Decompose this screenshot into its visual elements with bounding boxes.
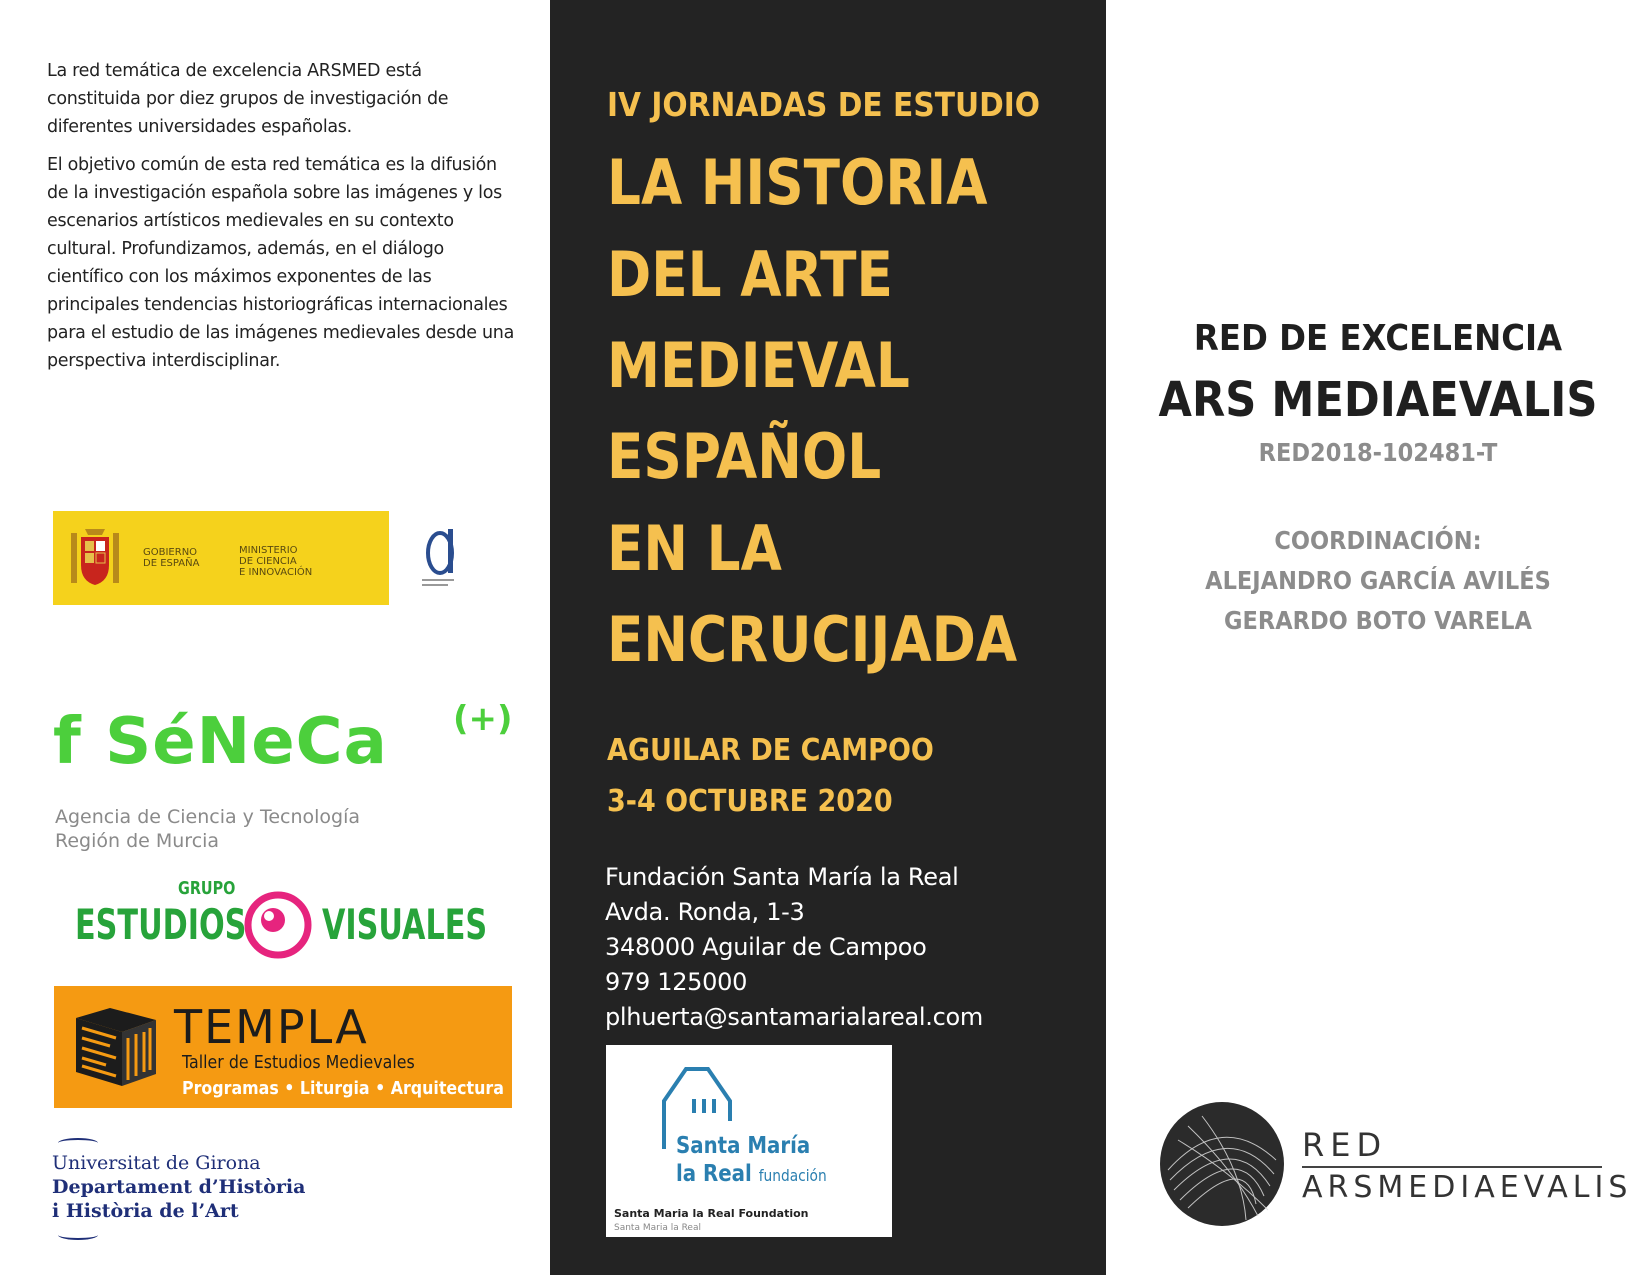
event-date: 3-4 OCTUBRE 2020	[607, 784, 893, 819]
venue-address	[605, 860, 983, 1035]
address-line-2: Avda. Ronda, 1-3	[605, 898, 805, 926]
event-title-line-3: MEDIEVAL	[607, 329, 910, 402]
templa-name: TEMPLA	[174, 1000, 369, 1054]
intro-paragraph-1: La red temática de excelencia ARSMED está constituida por diez grupos de investigación de diferentes universidades españolas.	[47, 61, 449, 137]
seneca-plus: (+)	[453, 699, 513, 739]
ars-mediaevalis-logo-icon	[1158, 1100, 1286, 1228]
right-panel	[1106, 0, 1650, 1275]
event-title-line-4: ESPAÑOL	[607, 420, 882, 493]
udg-logo	[52, 1134, 382, 1244]
ars-logo-red: RED	[1302, 1126, 1388, 1164]
event-title-line-1: LA HISTORIA	[607, 146, 988, 219]
seneca-logo	[53, 699, 513, 855]
address-line-1: Fundación Santa María la Real	[605, 863, 959, 891]
gev-estudios-text: ESTUDIOS	[75, 900, 247, 949]
event-place: AGUILAR DE CAMPOO	[607, 733, 934, 768]
coat-of-arms-icon	[67, 523, 123, 593]
ars-logo-name: ARSMEDIAEVALIS	[1302, 1170, 1633, 1205]
udg-ornament-bottom	[58, 1230, 98, 1240]
ars-logo-divider	[1302, 1166, 1602, 1168]
seneca-name: f SéNeCa	[53, 705, 388, 779]
udg-line-3: i Història de l’Art	[52, 1200, 239, 1222]
ministerio-text: MINISTERIO DE CIENCIA E INNOVACIÓN	[239, 545, 313, 578]
coordinator-1: ALEJANDRO GARCÍA AVILÉS	[1205, 566, 1551, 595]
smr-name-line-1: Santa María	[676, 1133, 811, 1159]
smr-la-real: la Real	[676, 1161, 752, 1187]
templa-subtitle: Taller de Estudios Medievales	[182, 1052, 415, 1073]
smr-name-line-2	[676, 1161, 827, 1187]
templa-logo	[54, 986, 512, 1108]
seneca-sub-line-2: Región de Murcia	[55, 830, 220, 852]
coordination-label: COORDINACIÓN:	[1274, 526, 1482, 555]
udg-line-1: Universitat de Girona	[52, 1152, 261, 1174]
network-label: RED DE EXCELENCIA	[1193, 318, 1563, 359]
intro-text	[47, 57, 517, 385]
address-phone: 979 125000	[605, 968, 748, 996]
gev-visuales-text: VISUALES	[322, 900, 488, 949]
network-code: RED2018-102481-T	[1258, 438, 1498, 467]
udg-ornament-top	[58, 1138, 98, 1148]
address-line-3: 348000 Aguilar de Campoo	[605, 933, 927, 961]
templa-topics: Programas • Liturgia • Arquitectura	[182, 1078, 504, 1099]
event-title-line-6: ENCRUCIJADA	[607, 603, 1018, 676]
event-title-line-5: EN LA	[607, 512, 782, 585]
event-title-line-2: DEL ARTE	[607, 238, 893, 311]
gobierno-text: GOBIERNO DE ESPAÑA	[143, 547, 200, 569]
maze-cube-icon	[70, 1004, 162, 1088]
address-email[interactable]: plhuerta@santamarialareal.com	[605, 1003, 983, 1031]
ministerio-logo	[53, 511, 389, 605]
eye-icon	[243, 890, 313, 960]
event-supertitle: IV JORNADAS DE ESTUDIO	[607, 85, 1041, 124]
seneca-subtitle	[55, 805, 360, 853]
smr-fundacion: fundación	[758, 1166, 827, 1185]
aei-logo-icon	[418, 523, 468, 591]
udg-line-2: Departament d’Història	[52, 1176, 306, 1198]
santa-maria-la-real-logo	[606, 1045, 892, 1237]
smr-footer: Santa Maria la Real Foundation	[614, 1207, 809, 1220]
seneca-sub-line-1: Agencia de Ciencia y Tecnología	[55, 806, 361, 828]
network-name: ARS MEDIAEVALIS	[1158, 372, 1598, 428]
intro-paragraph-2: El objetivo común de esta red temática es la difusión de la investigación española sobre las imágenes y los escenarios artísticos medievales en su contexto cultural. Profundizamos, además, en el diálogo científico con los máximos exponentes de las principales tendencias historiográficas internacionales para el estudio de las imágenes medievales desde una perspectiva interdisciplinar.	[47, 155, 515, 371]
estudios-visuales-logo	[75, 878, 495, 958]
gev-grupo-text: GRUPO	[178, 878, 236, 899]
coordinator-2: GERARDO BOTO VARELA	[1224, 606, 1532, 635]
smr-footer-small: Santa Maria la Real	[614, 1223, 701, 1233]
